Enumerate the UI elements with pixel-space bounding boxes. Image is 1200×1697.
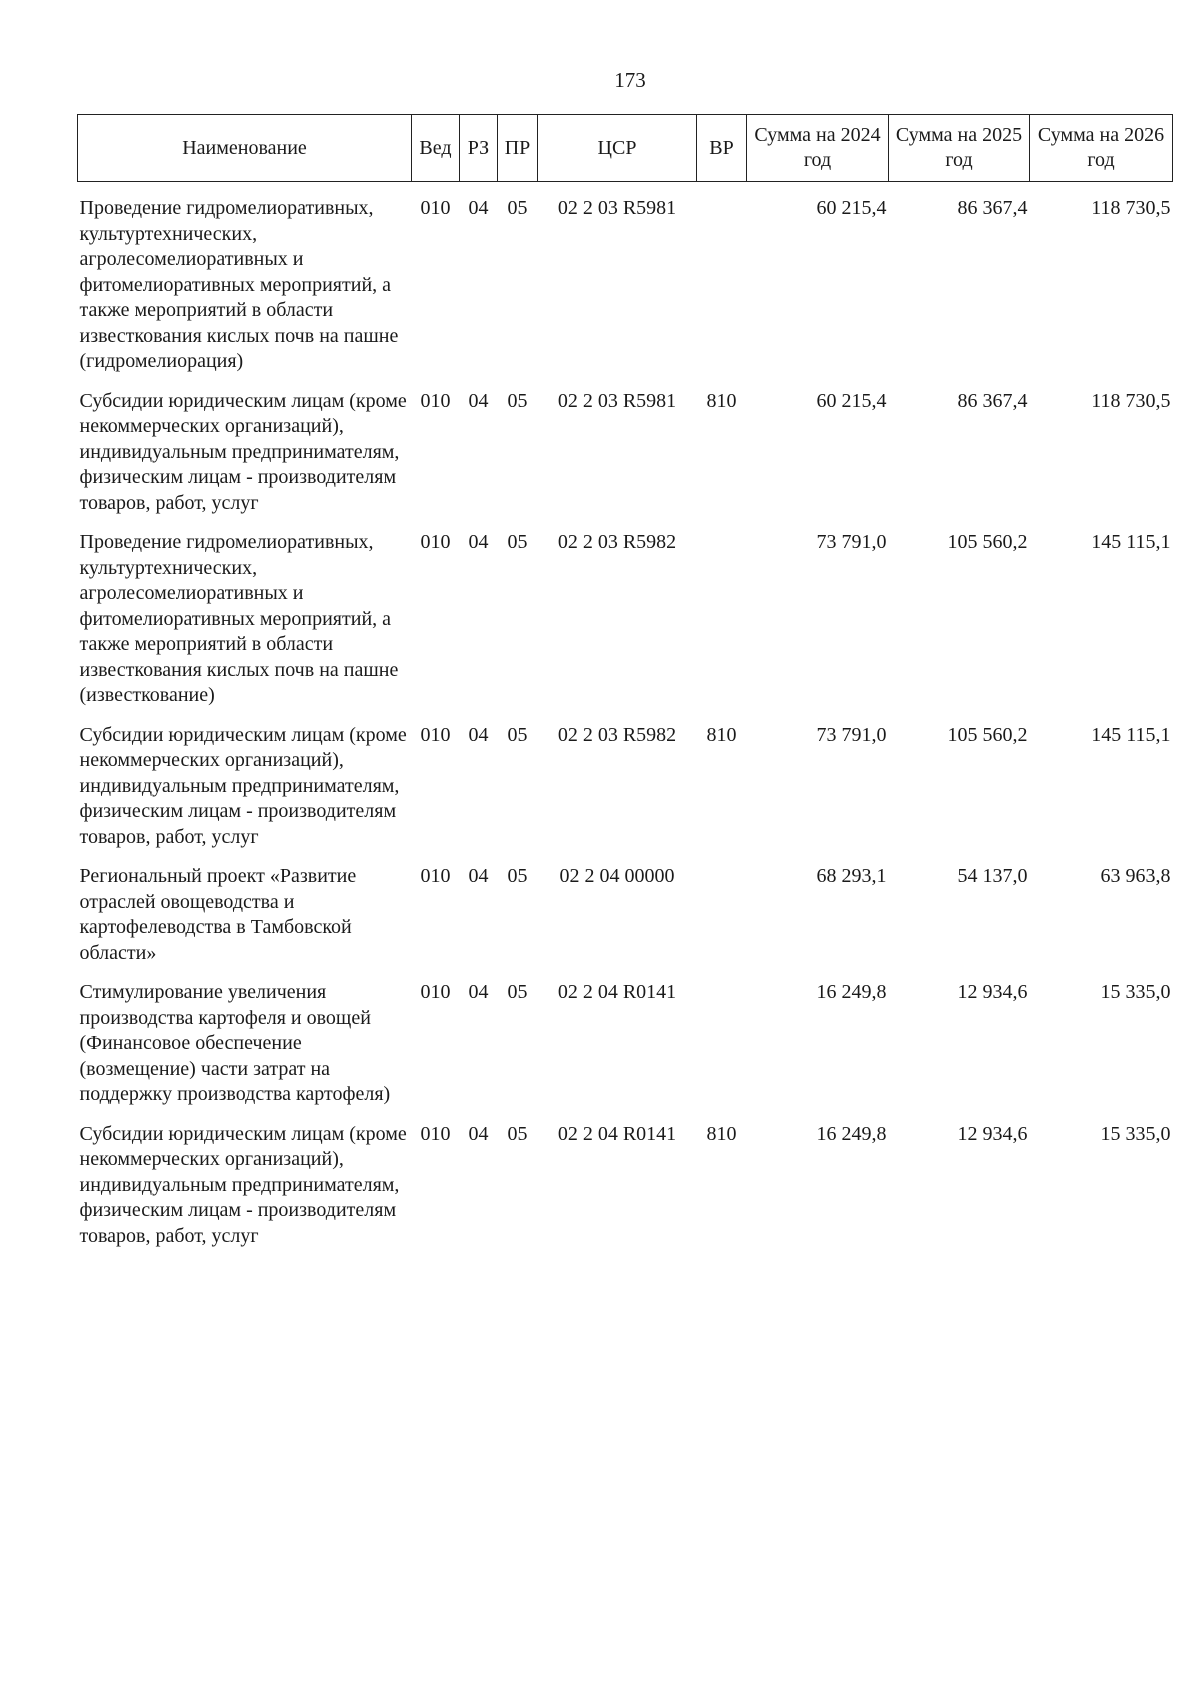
row-csr: 02 2 04 R0141 bbox=[557, 981, 677, 1003]
row-rz: 04 bbox=[468, 389, 489, 412]
row-rz: 04 bbox=[468, 1122, 489, 1145]
row-pr: 05 bbox=[507, 723, 528, 746]
row-name: Стимулирование увеличения производства картофеля и овощей (Финансовое обеспечение (возмещение) части затрат на поддержку производства картофеля) bbox=[79, 981, 391, 1105]
row-sum-2026: 15 335,0 bbox=[1100, 981, 1171, 1003]
row-name: Региональный проект «Развитие отраслей овощеводства и картофелеводства в Тамбовской области» bbox=[79, 865, 357, 964]
page-number: 173 bbox=[614, 68, 646, 92]
row-sum-2025: 12 934,6 bbox=[957, 981, 1028, 1003]
row-sum-2026: 145 115,1 bbox=[1091, 723, 1171, 746]
table-row bbox=[78, 970, 1173, 1112]
row-pr: 05 bbox=[507, 1122, 528, 1145]
row-rz: 04 bbox=[468, 197, 489, 219]
row-csr: 02 2 04 R0141 bbox=[557, 1122, 677, 1145]
row-sum-2024: 73 791,0 bbox=[816, 723, 887, 746]
row-sum-2026: 15 335,0 bbox=[1100, 1122, 1171, 1145]
row-rz: 04 bbox=[468, 981, 489, 1003]
header-sum-2025: Сумма на 2025 год bbox=[889, 115, 1030, 182]
row-sum-2024: 60 215,4 bbox=[816, 389, 887, 412]
row-ved: 010 bbox=[420, 197, 451, 219]
row-vr bbox=[697, 520, 747, 713]
row-sum-2025: 105 560,2 bbox=[947, 531, 1028, 553]
row-sum-2025: 54 137,0 bbox=[957, 865, 1028, 887]
row-sum-2025: 12 934,6 bbox=[957, 1122, 1028, 1145]
table-row bbox=[78, 713, 1173, 855]
row-sum-2025: 86 367,4 bbox=[957, 197, 1028, 219]
table-row bbox=[78, 379, 1173, 521]
row-ved: 010 bbox=[420, 1122, 451, 1145]
header-pr: ПР bbox=[498, 115, 538, 182]
row-csr: 02 2 03 R5982 bbox=[557, 531, 677, 553]
row-vr bbox=[697, 970, 747, 1112]
row-sum-2026: 118 730,5 bbox=[1091, 197, 1171, 219]
row-name: Субсидии юридическим лицам (кроме некоммерческих организаций), индивидуальным предпринимателям, физическим лицам - производителям товаров, работ, услуг bbox=[79, 723, 407, 848]
row-ved: 010 bbox=[420, 389, 451, 412]
row-sum-2026: 145 115,1 bbox=[1091, 531, 1171, 553]
row-sum-2024: 16 249,8 bbox=[816, 1122, 887, 1145]
row-pr: 05 bbox=[507, 531, 528, 553]
row-sum-2024: 60 215,4 bbox=[816, 197, 887, 219]
row-name: Проведение гидромелиоративных, культуртехнических, агролесомелиоративных и фитомелиоративных мероприятий, а также мероприятий в области известкования кислых почв на пашне (гидромелиорация) bbox=[79, 197, 399, 372]
row-csr: 02 2 03 R5981 bbox=[557, 389, 677, 412]
row-rz: 04 bbox=[468, 723, 489, 746]
row-pr: 05 bbox=[507, 865, 528, 887]
header-sum-2026: Сумма на 2026 год bbox=[1030, 115, 1173, 182]
header-vr: ВР bbox=[697, 115, 747, 182]
header-ved: Вед bbox=[412, 115, 460, 182]
row-sum-2026: 118 730,5 bbox=[1091, 389, 1171, 412]
row-vr bbox=[697, 182, 747, 379]
row-ved: 010 bbox=[420, 723, 451, 746]
row-name: Субсидии юридическим лицам (кроме некоммерческих организаций), индивидуальным предпринимателям, физическим лицам - производителям товаров, работ, услуг bbox=[79, 389, 407, 514]
row-rz: 04 bbox=[468, 865, 489, 887]
row-sum-2024: 16 249,8 bbox=[816, 981, 887, 1003]
row-vr bbox=[697, 854, 747, 970]
table-row bbox=[78, 854, 1173, 970]
row-vr: 810 bbox=[706, 1122, 737, 1145]
row-csr: 02 2 03 R5982 bbox=[557, 723, 677, 746]
header-name: Наименование bbox=[78, 115, 412, 182]
row-sum-2024: 73 791,0 bbox=[816, 531, 887, 553]
table-header bbox=[78, 115, 1173, 182]
row-sum-2024: 68 293,1 bbox=[816, 865, 887, 887]
row-pr: 05 bbox=[507, 981, 528, 1003]
row-vr: 810 bbox=[706, 723, 737, 746]
table-row bbox=[78, 520, 1173, 713]
header-rz: РЗ bbox=[460, 115, 498, 182]
row-sum-2026: 63 963,8 bbox=[1100, 865, 1171, 887]
row-csr: 02 2 03 R5981 bbox=[557, 197, 677, 219]
row-vr: 810 bbox=[706, 389, 737, 412]
row-name: Проведение гидромелиоративных, культуртехнических, агролесомелиоративных и фитомелиоративных мероприятий, а также мероприятий в области известкования кислых почв на пашне (известкование) bbox=[79, 531, 399, 706]
table-body bbox=[78, 182, 1173, 1254]
row-ved: 010 bbox=[420, 981, 451, 1003]
header-sum-2024: Сумма на 2024 год bbox=[747, 115, 889, 182]
row-sum-2025: 86 367,4 bbox=[957, 389, 1028, 412]
header-csr: ЦСР bbox=[538, 115, 697, 182]
row-ved: 010 bbox=[420, 531, 451, 553]
row-sum-2025: 105 560,2 bbox=[947, 723, 1028, 746]
row-rz: 04 bbox=[468, 531, 489, 553]
table-row bbox=[78, 182, 1173, 379]
row-csr: 02 2 04 00000 bbox=[559, 865, 675, 887]
budget-table bbox=[77, 114, 1173, 1253]
row-ved: 010 bbox=[420, 865, 451, 887]
row-pr: 05 bbox=[507, 389, 528, 412]
row-pr: 05 bbox=[507, 197, 528, 219]
row-name: Субсидии юридическим лицам (кроме некоммерческих организаций), индивидуальным предпринимателям, физическим лицам - производителям товаров, работ, услуг bbox=[79, 1122, 407, 1247]
table-row bbox=[78, 1112, 1173, 1254]
